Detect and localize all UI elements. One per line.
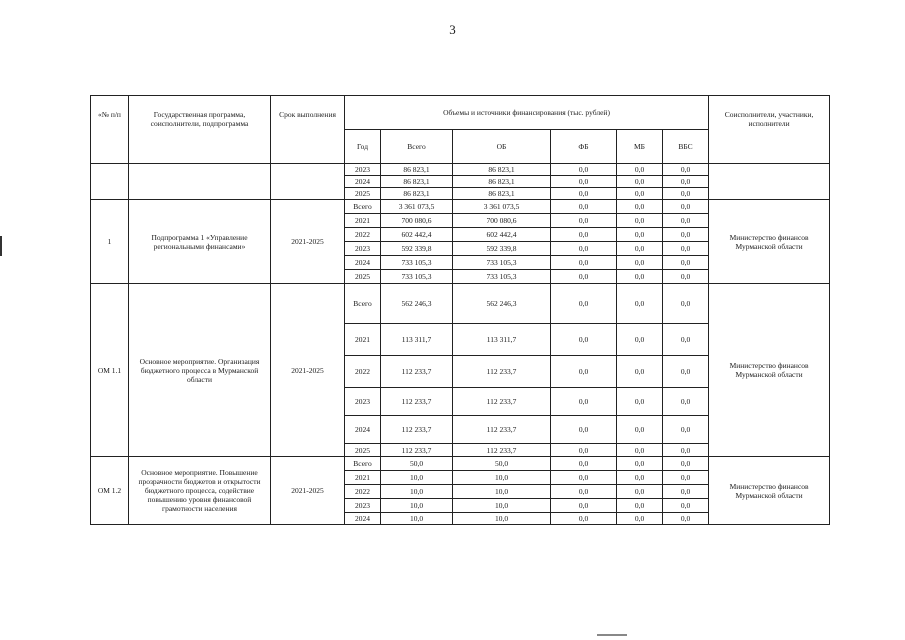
cell-total: 10,0 xyxy=(381,471,453,485)
cell-fb: 0,0 xyxy=(551,270,617,284)
cell-ob: 86 823,1 xyxy=(453,176,551,188)
table-row xyxy=(91,284,830,324)
cell-ob: 112 233,7 xyxy=(453,388,551,416)
group-name: Основное мероприятие. Организация бюджетного процесса в Мурманской области xyxy=(129,284,271,457)
cell-ob: 10,0 xyxy=(453,513,551,525)
header-program: Государственная программа, соисполнители, подпрограмма xyxy=(129,96,271,164)
cell-fb: 0,0 xyxy=(551,499,617,513)
cell-fb: 0,0 xyxy=(551,324,617,356)
header-col-ob: ОБ xyxy=(453,130,551,164)
cell-mb: 0,0 xyxy=(617,214,663,228)
financing-table xyxy=(90,95,830,525)
header-col-year: Год xyxy=(345,130,381,164)
cell-fb: 0,0 xyxy=(551,356,617,388)
cell-year: 2021 xyxy=(345,214,381,228)
cell-mb: 0,0 xyxy=(617,388,663,416)
cell-total: 10,0 xyxy=(381,485,453,499)
group-name: Подпрограмма 1 «Управление региональными финансами» xyxy=(129,200,271,284)
cell-ob: 3 361 073,5 xyxy=(453,200,551,214)
cell-ob: 112 233,7 xyxy=(453,416,551,444)
cell-mb: 0,0 xyxy=(617,270,663,284)
group-term: 2021-2025 xyxy=(271,284,345,457)
cell-year: 2021 xyxy=(345,471,381,485)
cell-total: 733 105,3 xyxy=(381,270,453,284)
cell-vbs: 0,0 xyxy=(663,164,709,176)
cell-year: 2024 xyxy=(345,176,381,188)
cell-vbs: 0,0 xyxy=(663,270,709,284)
group-executor: Министерство финансов Мурманской области xyxy=(709,284,830,457)
header-col-fb: ФБ xyxy=(551,130,617,164)
cell-mb: 0,0 xyxy=(617,176,663,188)
cell-total: 562 246,3 xyxy=(381,284,453,324)
cell-mb: 0,0 xyxy=(617,444,663,457)
cell-mb: 0,0 xyxy=(617,200,663,214)
cell-year: 2023 xyxy=(345,388,381,416)
cell-mb: 0,0 xyxy=(617,284,663,324)
cell-fb: 0,0 xyxy=(551,513,617,525)
cell-total: 112 233,7 xyxy=(381,356,453,388)
header-financing: Объемы и источники финансирования (тыс. рублей) xyxy=(345,96,709,130)
cell-year: 2023 xyxy=(345,164,381,176)
cell-year: 2022 xyxy=(345,485,381,499)
cell-year: 2025 xyxy=(345,444,381,457)
cell-year: 2022 xyxy=(345,228,381,242)
cell-ob: 10,0 xyxy=(453,499,551,513)
cell-ob: 10,0 xyxy=(453,485,551,499)
cell-mb: 0,0 xyxy=(617,356,663,388)
cell-fb: 0,0 xyxy=(551,457,617,471)
cell-ob: 112 233,7 xyxy=(453,356,551,388)
cell-year: 2021 xyxy=(345,324,381,356)
cell-total: 592 339,8 xyxy=(381,242,453,256)
cell-mb: 0,0 xyxy=(617,499,663,513)
cell-year: 2025 xyxy=(345,270,381,284)
header-executors: Соисполнители, участники, исполнители xyxy=(709,96,830,164)
cell-fb: 0,0 xyxy=(551,188,617,200)
cell-mb: 0,0 xyxy=(617,242,663,256)
cell-mb: 0,0 xyxy=(617,471,663,485)
cell-fb: 0,0 xyxy=(551,388,617,416)
cell-ob: 113 311,7 xyxy=(453,324,551,356)
cell-vbs: 0,0 xyxy=(663,242,709,256)
cell-mb: 0,0 xyxy=(617,324,663,356)
cell-fb: 0,0 xyxy=(551,228,617,242)
cell-fb: 0,0 xyxy=(551,200,617,214)
group-number: 1 xyxy=(91,200,129,284)
cell-year: Всего xyxy=(345,200,381,214)
cell-vbs: 0,0 xyxy=(663,356,709,388)
group-name: Основное мероприятие. Повышение прозрачности бюджетов и открытости бюджетного процесса, содействие повышению уровня финансовой грамотности населения xyxy=(129,457,271,525)
cell-total: 700 080,6 xyxy=(381,214,453,228)
cell-ob: 86 823,1 xyxy=(453,164,551,176)
cell-vbs: 0,0 xyxy=(663,499,709,513)
scan-artifact xyxy=(0,236,2,256)
cell-total: 733 105,3 xyxy=(381,256,453,270)
table-row xyxy=(91,200,830,214)
cell-mb: 0,0 xyxy=(617,188,663,200)
cell-ob: 700 080,6 xyxy=(453,214,551,228)
cell-year: 2023 xyxy=(345,499,381,513)
cell-mb: 0,0 xyxy=(617,513,663,525)
group-term: 2021-2025 xyxy=(271,457,345,525)
cell-vbs: 0,0 xyxy=(663,214,709,228)
cell-year: Всего xyxy=(345,284,381,324)
cell-total: 112 233,7 xyxy=(381,444,453,457)
cell-ob: 50,0 xyxy=(453,457,551,471)
cell-ob: 10,0 xyxy=(453,471,551,485)
page-number: 3 xyxy=(449,22,456,37)
cell-fb: 0,0 xyxy=(551,284,617,324)
cell-year: 2024 xyxy=(345,416,381,444)
cell-fb: 0,0 xyxy=(551,471,617,485)
cell-vbs: 0,0 xyxy=(663,284,709,324)
cell-ob: 602 442,4 xyxy=(453,228,551,242)
header-col-vbs: ВБС xyxy=(663,130,709,164)
cell-year: 2024 xyxy=(345,513,381,525)
cell-mb: 0,0 xyxy=(617,416,663,444)
cell-fb: 0,0 xyxy=(551,242,617,256)
cell-vbs: 0,0 xyxy=(663,388,709,416)
cell-total: 112 233,7 xyxy=(381,388,453,416)
cell-vbs: 0,0 xyxy=(663,471,709,485)
cell-vbs: 0,0 xyxy=(663,444,709,457)
table-row xyxy=(91,457,830,471)
cell-vbs: 0,0 xyxy=(663,324,709,356)
group-number: ОМ 1.1 xyxy=(91,284,129,457)
cell-total: 86 823,1 xyxy=(381,188,453,200)
group-term: 2021-2025 xyxy=(271,200,345,284)
cell-total: 3 361 073,5 xyxy=(381,200,453,214)
scan-artifact xyxy=(597,634,627,636)
cell-year: 2024 xyxy=(345,256,381,270)
cell-fb: 0,0 xyxy=(551,164,617,176)
cell-mb: 0,0 xyxy=(617,485,663,499)
cell-total: 50,0 xyxy=(381,457,453,471)
cell-ob: 592 339,8 xyxy=(453,242,551,256)
cell-total: 113 311,7 xyxy=(381,324,453,356)
header-term: Срок выполнения xyxy=(271,96,345,164)
header-num: «№ п/п xyxy=(91,96,129,164)
cell-ob: 562 246,3 xyxy=(453,284,551,324)
cell-vbs: 0,0 xyxy=(663,228,709,242)
cell-year: Всего xyxy=(345,457,381,471)
cell-total: 86 823,1 xyxy=(381,176,453,188)
group-executor: Министерство финансов Мурманской области xyxy=(709,457,830,525)
header-col-mb: МБ xyxy=(617,130,663,164)
cell-fb: 0,0 xyxy=(551,416,617,444)
cell-vbs: 0,0 xyxy=(663,485,709,499)
cell-ob: 112 233,7 xyxy=(453,444,551,457)
group-executor: Министерство финансов Мурманской области xyxy=(709,200,830,284)
cell-fb: 0,0 xyxy=(551,214,617,228)
cell-fb: 0,0 xyxy=(551,444,617,457)
group-executor xyxy=(709,164,830,200)
cell-ob: 733 105,3 xyxy=(453,270,551,284)
cell-year: 2022 xyxy=(345,356,381,388)
cell-year: 2025 xyxy=(345,188,381,200)
cell-total: 10,0 xyxy=(381,513,453,525)
cell-fb: 0,0 xyxy=(551,256,617,270)
cell-total: 86 823,1 xyxy=(381,164,453,176)
cell-total: 10,0 xyxy=(381,499,453,513)
group-number: ОМ 1.2 xyxy=(91,457,129,525)
cell-total: 112 233,7 xyxy=(381,416,453,444)
cell-vbs: 0,0 xyxy=(663,457,709,471)
cell-fb: 0,0 xyxy=(551,176,617,188)
group-number xyxy=(91,164,129,200)
group-name xyxy=(129,164,271,200)
cell-total: 602 442,4 xyxy=(381,228,453,242)
cell-ob: 86 823,1 xyxy=(453,188,551,200)
group-term xyxy=(271,164,345,200)
cell-mb: 0,0 xyxy=(617,228,663,242)
cell-vbs: 0,0 xyxy=(663,188,709,200)
table-row xyxy=(91,164,830,176)
cell-vbs: 0,0 xyxy=(663,513,709,525)
cell-ob: 733 105,3 xyxy=(453,256,551,270)
header-col-total: Всего xyxy=(381,130,453,164)
cell-year: 2023 xyxy=(345,242,381,256)
cell-vbs: 0,0 xyxy=(663,256,709,270)
cell-fb: 0,0 xyxy=(551,485,617,499)
cell-mb: 0,0 xyxy=(617,256,663,270)
cell-vbs: 0,0 xyxy=(663,200,709,214)
cell-mb: 0,0 xyxy=(617,164,663,176)
cell-vbs: 0,0 xyxy=(663,416,709,444)
cell-mb: 0,0 xyxy=(617,457,663,471)
cell-vbs: 0,0 xyxy=(663,176,709,188)
